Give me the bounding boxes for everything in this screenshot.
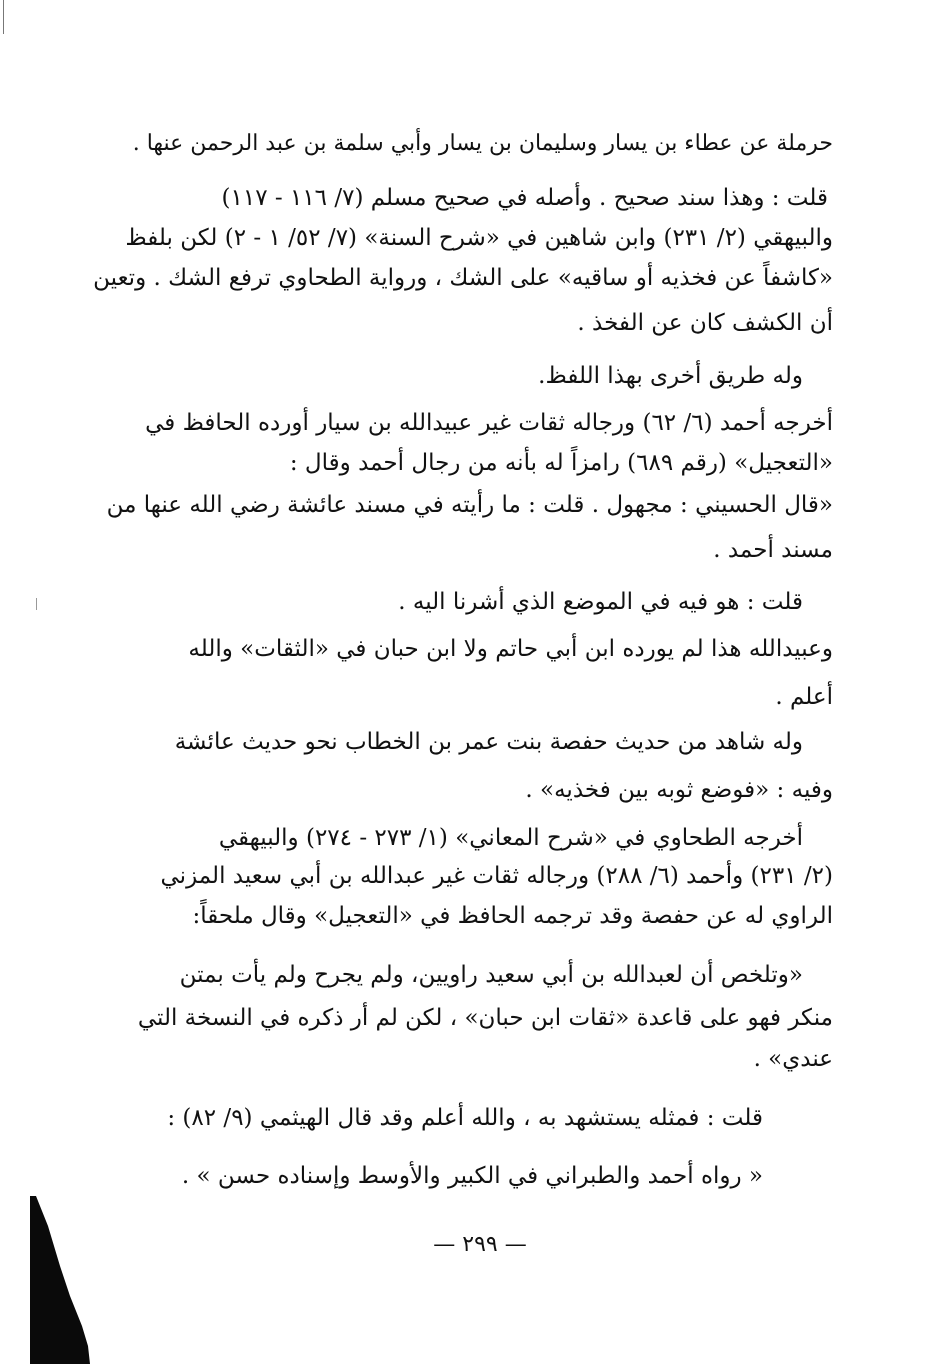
text-line: وله شاهد من حديث حفصة بنت عمر بن الخطاب نحو حديث عائشة	[174, 729, 803, 755]
text-line: منكر فهو على قاعدة «ثقات ابن حبان» ، لكن لم أر ذكره في النسخة التي	[137, 1005, 833, 1031]
text-line: (٢/ ٢٣١) وأحمد (٦/ ٢٨٨) ورجاله ثقات غير عبدالله بن أبي سعيد المزني	[160, 863, 833, 889]
text-line: وله طريق أخرى بهذا اللفظ.	[538, 363, 803, 389]
text-line: عندي» .	[753, 1046, 833, 1072]
text-line: وعبيدالله هذا لم يورده ابن أبي حاتم ولا ابن حبان في «الثقات» والله	[188, 636, 833, 662]
text-line: وفيه : «فوضع ثوبه بين فخذيه» .	[525, 777, 833, 803]
text-line: مسند أحمد .	[713, 537, 833, 563]
page-edge-mark	[3, 0, 4, 34]
margin-mark	[36, 598, 37, 610]
text-line: قلت : فمثله يستشهد به ، والله أعلم وقد قال الهيثمي (٩/ ٨٢) :	[167, 1105, 763, 1131]
page-number: — ٢٩٩ —	[433, 1232, 527, 1257]
text-line: والبيهقي (٢/ ٢٣١) وابن شاهين في «شرح السنة» (٧/ ٥٢/ ١ - ٢) لكن بلفظ	[125, 225, 833, 251]
text-line: حرملة عن عطاء بن يسار وسليمان بن يسار وأبي سلمة بن عبد الرحمن عنها .	[132, 131, 833, 156]
text-line: الراوي له عن حفصة وقد ترجمه الحافظ في «التعجيل» وقال ملحقاً:	[192, 903, 833, 929]
text-line: «كاشفاً عن فخذيه أو ساقيه» على الشك ، ورواية الطحاوي ترفع الشك . وتعين	[93, 265, 833, 291]
text-line: أخرجه أحمد (٦/ ٦٢) ورجاله ثقات غير عبيدالله بن سيار أورده الحافظ في	[145, 410, 833, 436]
text-line: أن الكشف كان عن الفخذ .	[577, 310, 833, 336]
text-line: «قال الحسيني : مجهول . قلت : ما رأيته في مسند عائشة رضي الله عنها من	[106, 492, 833, 518]
scan-edge-shadow	[30, 1196, 90, 1364]
text-line: قلت : هو فيه في الموضع الذي أشرنا اليه .	[398, 589, 803, 615]
text-line: «وتلخص أن لعبدالله بن أبي سعيد راويين، ولم يجرح ولم يأت بمتن	[179, 962, 803, 988]
text-line: « رواه أحمد والطبراني في الكبير والأوسط وإسناده حسن » .	[181, 1163, 763, 1189]
text-line: أخرجه الطحاوي في «شرح المعاني» (١/ ٢٧٣ - ٢٧٤) والبيهقي	[218, 825, 803, 851]
text-line: قلت : وهذا سند صحيح . وأصله في صحيح مسلم (٧/ ١١٦ - ١١٧)	[221, 185, 828, 211]
text-line: «التعجيل» (رقم ٦٨٩) رامزاً له بأنه من رجال أحمد وقال :	[289, 450, 833, 476]
text-line: أعلم .	[775, 684, 833, 710]
